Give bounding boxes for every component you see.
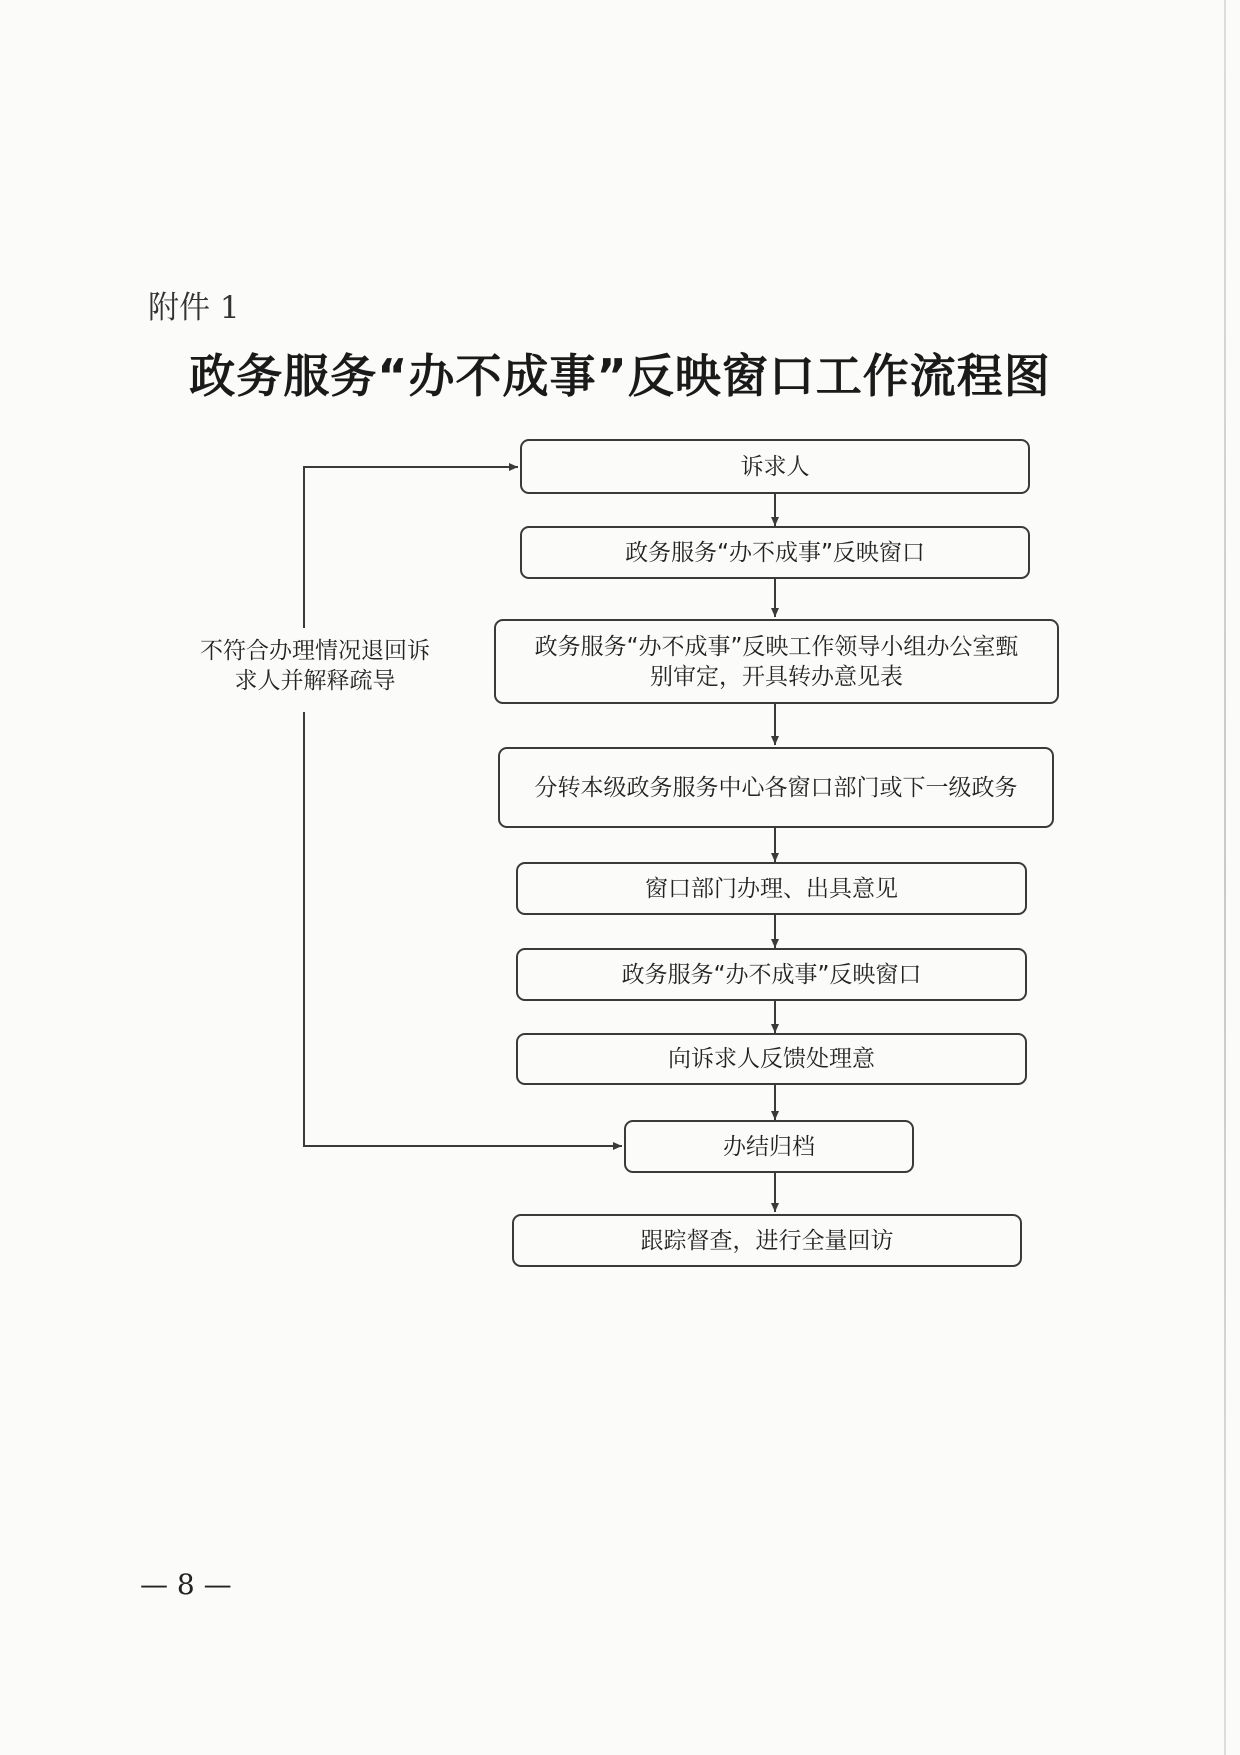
flow-step-6: 政务服务“办不成事”反映窗口 [516,948,1027,1001]
return-condition-note: 不符合办理情况退回诉求人并解释疏导 [200,638,430,694]
return-loop-upper [304,467,518,628]
flow-step-8: 办结归档 [624,1120,914,1173]
flow-step-7: 向诉求人反馈处理意 [516,1033,1027,1085]
attachment-label: 附件 1 [148,290,240,326]
document-title: 政务服务“办不成事”反映窗口工作流程图 [189,349,1051,403]
flow-step-2: 政务服务“办不成事”反映窗口 [520,526,1030,579]
flow-step-4: 分转本级政务服务中心各窗口部门或下一级政务 [498,747,1054,828]
page-number: — 8 — [140,1568,232,1601]
flow-step-1: 诉求人 [520,439,1030,494]
flow-step-9: 跟踪督查，进行全量回访 [512,1214,1022,1267]
flow-step-5: 窗口部门办理、出具意见 [516,862,1027,915]
flow-step-3: 政务服务“办不成事”反映工作领导小组办公室甄别审定，开具转办意见表 [494,619,1059,704]
